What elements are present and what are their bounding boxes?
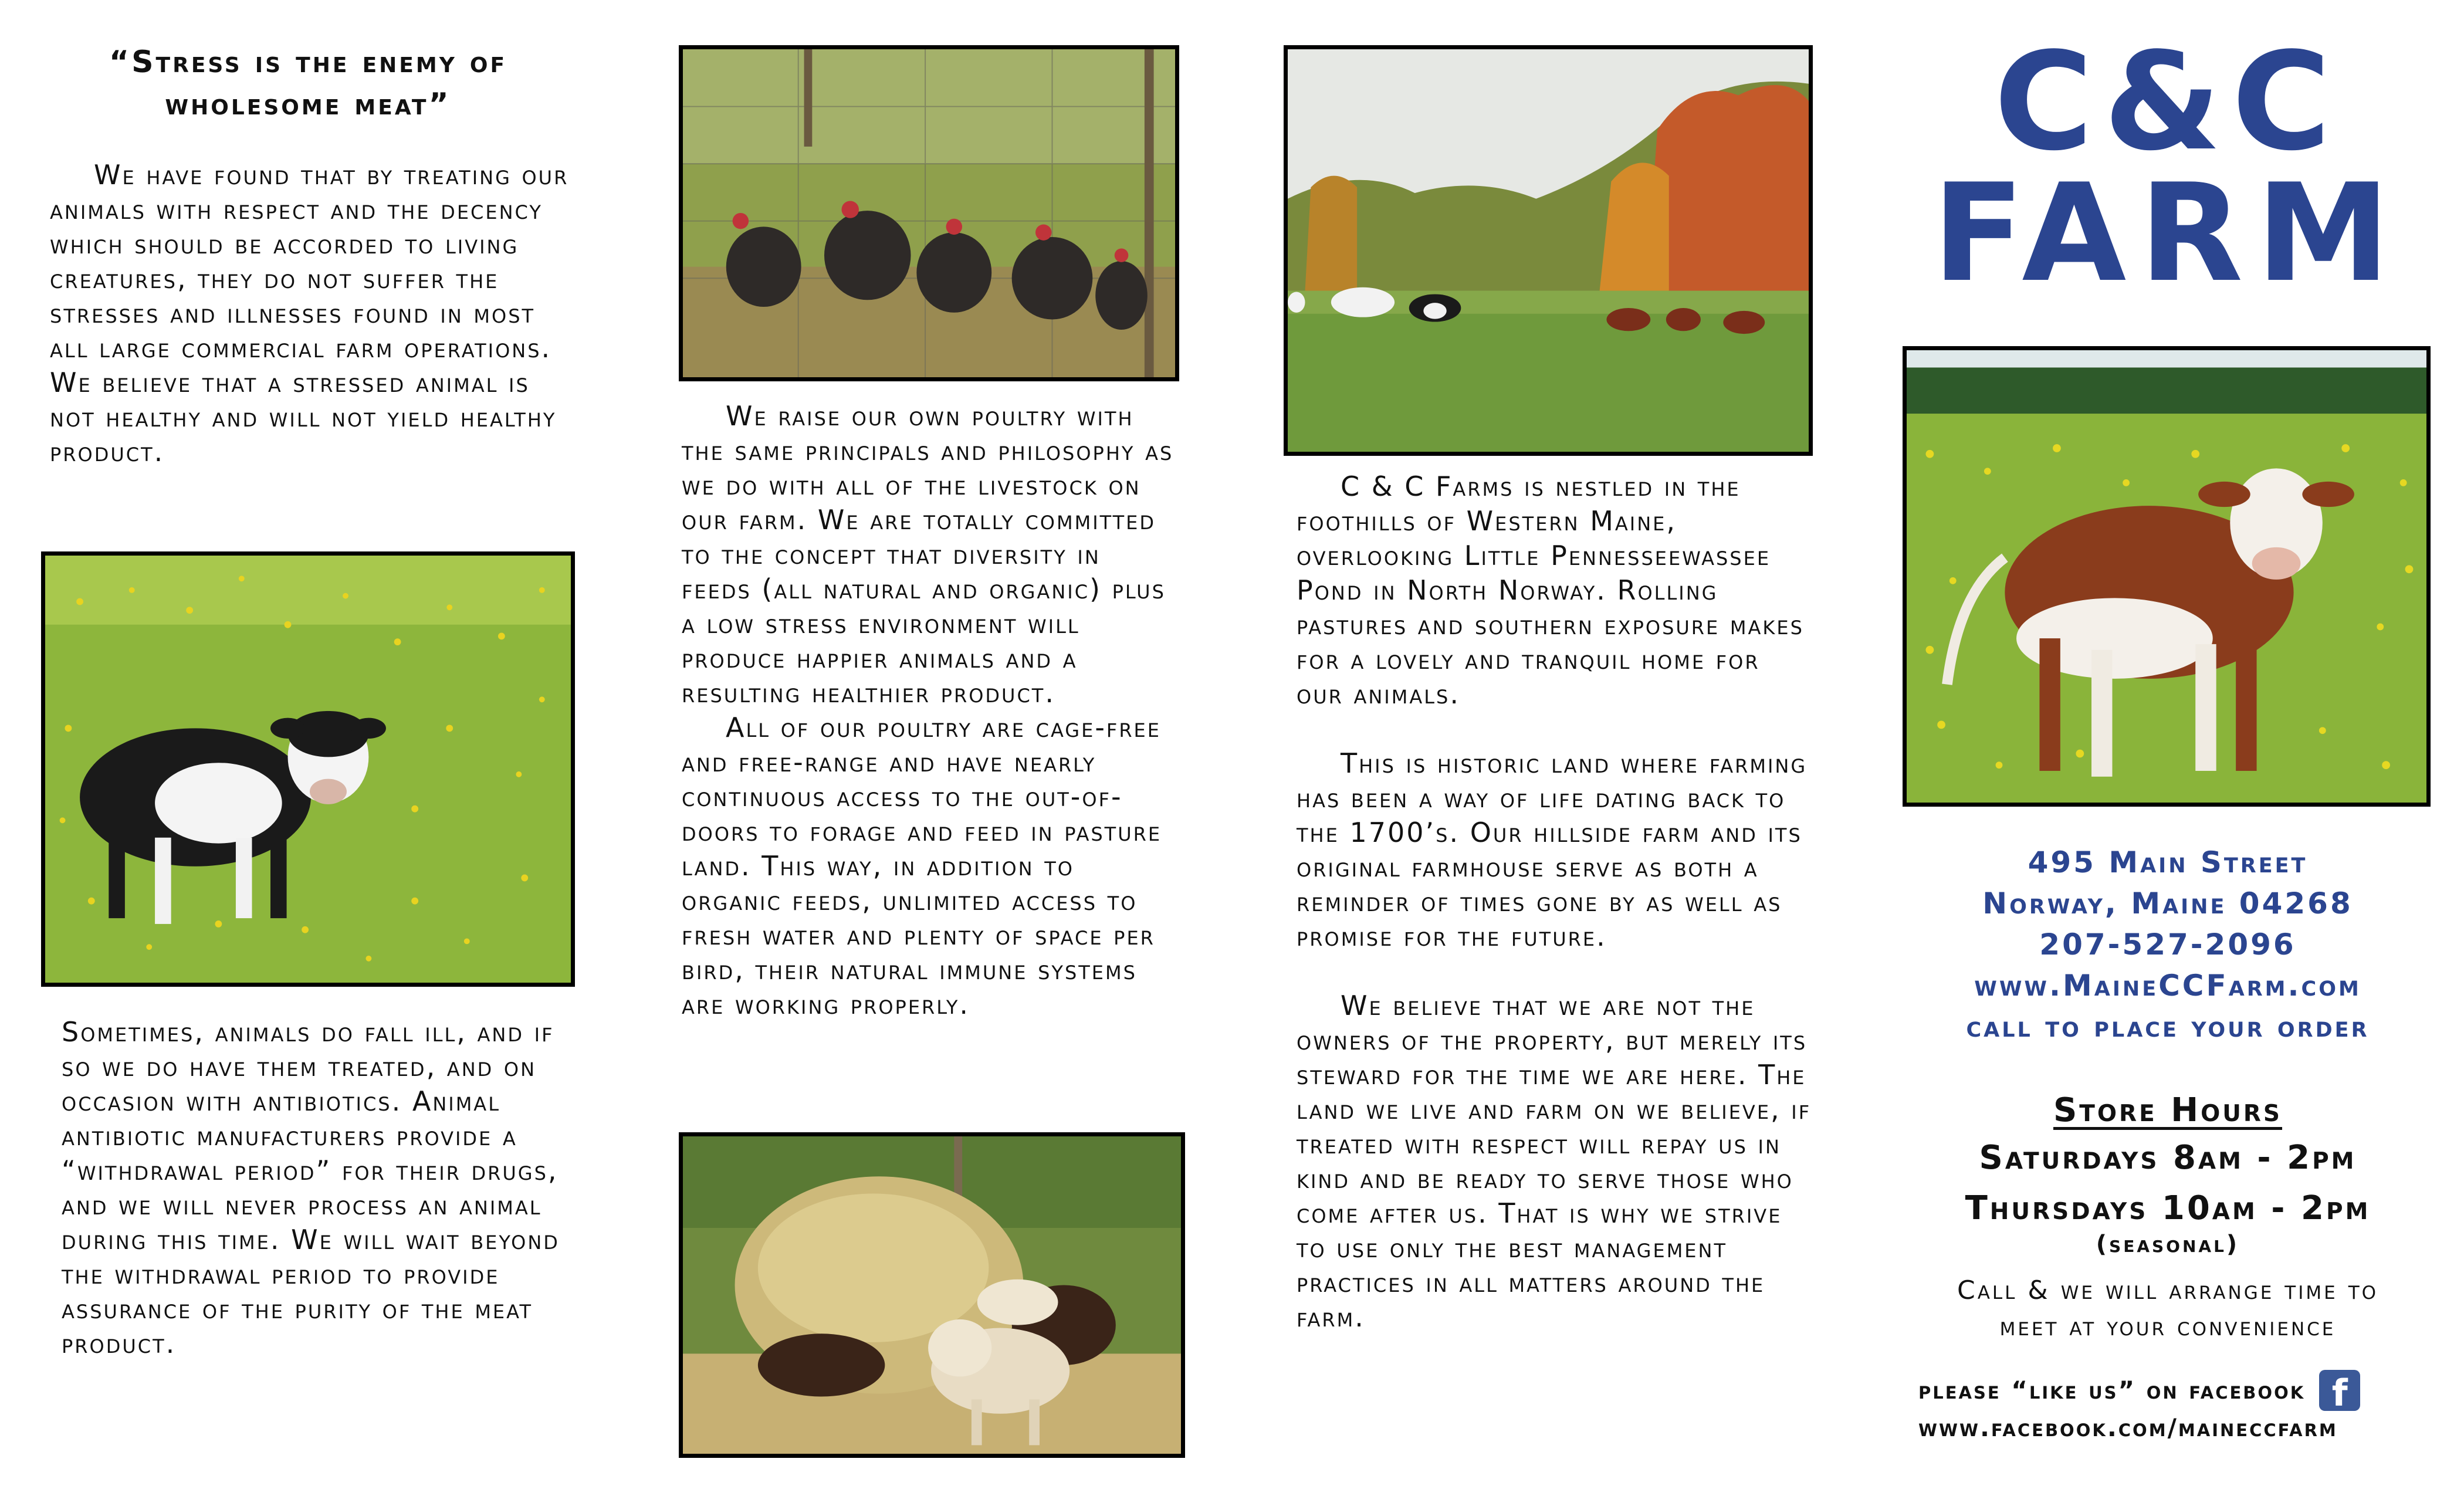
column-poultry bbox=[682, 399, 1180, 1022]
phone-text: 207-527-2096 bbox=[2039, 928, 2296, 962]
calf-photo bbox=[41, 551, 575, 987]
column-stress bbox=[50, 41, 578, 469]
cover-title bbox=[1895, 24, 2441, 312]
title-line-2: FARM bbox=[1932, 155, 2404, 312]
hours-thursday: Thursdays 10am - 2pm bbox=[1965, 1189, 2371, 1227]
sheep-photo bbox=[679, 1132, 1185, 1458]
stress-heading bbox=[50, 41, 566, 126]
pasture-photo bbox=[1284, 45, 1813, 456]
facebook-icon[interactable]: f bbox=[2319, 1370, 2360, 1411]
about-paragraph-2: This is historic land where farming has been a way of life dating back to the 1700’s. Our hillside farm and its original farmhouse serve as both a reminder of times gone by as well as promise for the future. bbox=[1297, 747, 1808, 952]
facebook-block bbox=[1918, 1370, 2446, 1445]
stress-paragraph: We have found that by treating our animals with respect and the decency which should be accorded to living creatures, they do not suffer the stresses and illnesses found in most all large commercial farm operations. We believe that a stressed animal is not healthy and will not yield healthy product. bbox=[50, 159, 569, 468]
facebook-row bbox=[1918, 1370, 2446, 1414]
arrange-line-1: Call & we will arrange time to bbox=[1957, 1275, 2379, 1305]
hours-saturday: Saturdays 8am - 2pm bbox=[1979, 1139, 2357, 1177]
about-paragraph-1: C & C Farms is nestled in the foothills of Western Maine, overlooking Little Pennesseewassee Pond in North Norway. Rolling pastures and southern exposure makes for a lovely and tranquil home for our animals. bbox=[1297, 471, 1804, 710]
about-paragraph-3: We believe that we are not the owners of the property, but merely its steward for the time we are here. The land we live and farm on we believe, if treated with respect will repay us in kind and be ready to serve those who come after us. That is why we strive to use only the best management practices in all matters around the farm. bbox=[1297, 990, 1812, 1333]
facebook-like-text: please “like us” on facebook bbox=[1918, 1376, 2306, 1404]
hours-heading: Store Hours bbox=[2053, 1091, 2283, 1129]
antibiotics-paragraph: Sometimes, animals do fall ill, and if so we do have them treated, and on occasion with antibiotics. Animal antibiotic manufacturers provide a “withdrawal period” for their drugs, and we will never process an animal during this time. We will wait beyond the withdrawal period to provide assurance of the purity of the meat product. bbox=[62, 1016, 560, 1359]
address-text: 495 Main Street bbox=[2028, 845, 2308, 879]
column-about bbox=[1297, 469, 1813, 1335]
contact-block bbox=[1895, 842, 2441, 1047]
hours-seasonal: (seasonal) bbox=[2096, 1231, 2240, 1258]
hours-block bbox=[1895, 1088, 2441, 1345]
website-link[interactable]: www.MaineCCFarm.com bbox=[1974, 969, 2361, 1003]
poultry-paragraph-2: All of our poultry are cage-free and free-range and have nearly continuous access to the out-of-doors to forage and feed in pasture land. This way, in addition to organic feeds, unlimited access to fresh water and plenty of space per bird, their natural immune systems are working properly. bbox=[682, 712, 1162, 1020]
cow-photo bbox=[1903, 346, 2431, 807]
arrange-line-2: meet at your convenience bbox=[1999, 1312, 2336, 1342]
city-text: Norway, Maine 04268 bbox=[1982, 886, 2353, 920]
column-antibiotics bbox=[62, 1015, 578, 1361]
facebook-url[interactable]: www.facebook.com/maineccfarm bbox=[1918, 1413, 2338, 1442]
title-line-1: C&C bbox=[1993, 24, 2342, 181]
order-text: call to place your order bbox=[1966, 1010, 2370, 1044]
stress-heading-line2: wholesome meat” bbox=[165, 87, 451, 122]
turkeys-photo bbox=[679, 45, 1179, 381]
stress-heading-line1: “Stress is the enemy of bbox=[109, 45, 507, 80]
poultry-paragraph-1: We raise our own poultry with the same principals and philosophy as we do with all of the livestock on our farm. We are totally committed to the concept that diversity in feeds (all natural and organic) plus a low stress environment will produce happier animals and a resulting healthier product. bbox=[682, 400, 1174, 709]
